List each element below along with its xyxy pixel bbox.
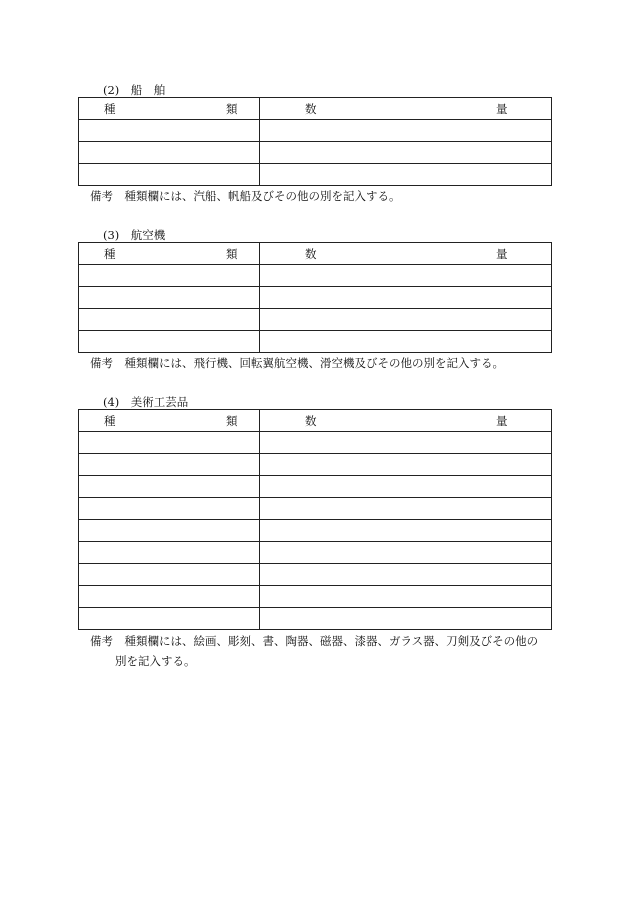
table-header-row [79, 98, 552, 120]
header-kind [79, 98, 260, 120]
table-row [79, 454, 552, 476]
quantity-cell[interactable] [260, 520, 552, 542]
header-quantity-char2: 量 [496, 247, 508, 261]
header-kind [79, 243, 260, 265]
header-quantity [260, 98, 552, 120]
table-row [79, 476, 552, 498]
artworks-table [78, 409, 552, 630]
table-row [79, 564, 552, 586]
table-row [79, 120, 552, 142]
table-row [79, 309, 552, 331]
quantity-cell[interactable] [260, 331, 552, 353]
ships-table [78, 97, 552, 186]
quantity-cell[interactable] [260, 432, 552, 454]
table-row [79, 498, 552, 520]
section-title-aircraft: (3) 航空機 [103, 228, 166, 242]
header-quantity-char2: 量 [496, 102, 508, 116]
quantity-cell[interactable] [260, 164, 552, 186]
quantity-cell[interactable] [260, 542, 552, 564]
header-quantity [260, 243, 552, 265]
section-title-artworks: (4) 美術工芸品 [103, 395, 189, 409]
quantity-cell[interactable] [260, 309, 552, 331]
header-quantity-char1: 数 [305, 247, 317, 261]
kind-cell[interactable] [79, 287, 260, 309]
kind-cell[interactable] [79, 331, 260, 353]
table-row [79, 287, 552, 309]
quantity-cell[interactable] [260, 265, 552, 287]
header-kind-char2: 類 [226, 414, 238, 428]
kind-cell[interactable] [79, 265, 260, 287]
header-quantity-char1: 数 [305, 102, 317, 116]
kind-cell[interactable] [79, 542, 260, 564]
table-row [79, 608, 552, 630]
table-row [79, 520, 552, 542]
kind-cell[interactable] [79, 476, 260, 498]
kind-cell[interactable] [79, 586, 260, 608]
kind-cell[interactable] [79, 608, 260, 630]
section-title-ships: (2) 船 舶 [103, 83, 166, 97]
header-kind-char1: 種 [104, 247, 116, 261]
artworks-note [90, 631, 560, 671]
table-row [79, 331, 552, 353]
kind-cell[interactable] [79, 120, 260, 142]
quantity-cell[interactable] [260, 498, 552, 520]
quantity-cell[interactable] [260, 287, 552, 309]
table-header-row [79, 243, 552, 265]
kind-cell[interactable] [79, 498, 260, 520]
kind-cell[interactable] [79, 432, 260, 454]
kind-cell[interactable] [79, 309, 260, 331]
aircraft-note [90, 353, 560, 373]
artworks-note-text-line1: 備考 種類欄には、絵画、彫刻、書、陶器、磁器、漆器、ガラス器、刀剣及びその他の [90, 634, 539, 648]
ships-note-text: 備考 種類欄には、汽船、帆船及びその他の別を記入する。 [90, 189, 401, 203]
aircraft-table [78, 242, 552, 353]
header-quantity-char2: 量 [496, 414, 508, 428]
quantity-cell[interactable] [260, 476, 552, 498]
artworks-note-text-line2: 別を記入する。 [115, 654, 196, 668]
header-quantity [260, 410, 552, 432]
table-row [79, 586, 552, 608]
table-row [79, 542, 552, 564]
header-quantity-char1: 数 [305, 414, 317, 428]
header-kind-char2: 類 [226, 102, 238, 116]
table-row [79, 164, 552, 186]
quantity-cell[interactable] [260, 142, 552, 164]
table-row [79, 142, 552, 164]
kind-cell[interactable] [79, 164, 260, 186]
kind-cell[interactable] [79, 454, 260, 476]
table-row [79, 265, 552, 287]
header-kind [79, 410, 260, 432]
kind-cell[interactable] [79, 142, 260, 164]
table-header-row [79, 410, 552, 432]
kind-cell[interactable] [79, 520, 260, 542]
header-kind-char1: 種 [104, 102, 116, 116]
header-kind-char2: 類 [226, 247, 238, 261]
table-row [79, 432, 552, 454]
quantity-cell[interactable] [260, 586, 552, 608]
quantity-cell[interactable] [260, 120, 552, 142]
kind-cell[interactable] [79, 564, 260, 586]
aircraft-note-text: 備考 種類欄には、飛行機、回転翼航空機、滑空機及びその他の別を記入する。 [90, 356, 504, 370]
quantity-cell[interactable] [260, 564, 552, 586]
header-kind-char1: 種 [104, 414, 116, 428]
quantity-cell[interactable] [260, 454, 552, 476]
quantity-cell[interactable] [260, 608, 552, 630]
ships-note [90, 186, 560, 206]
